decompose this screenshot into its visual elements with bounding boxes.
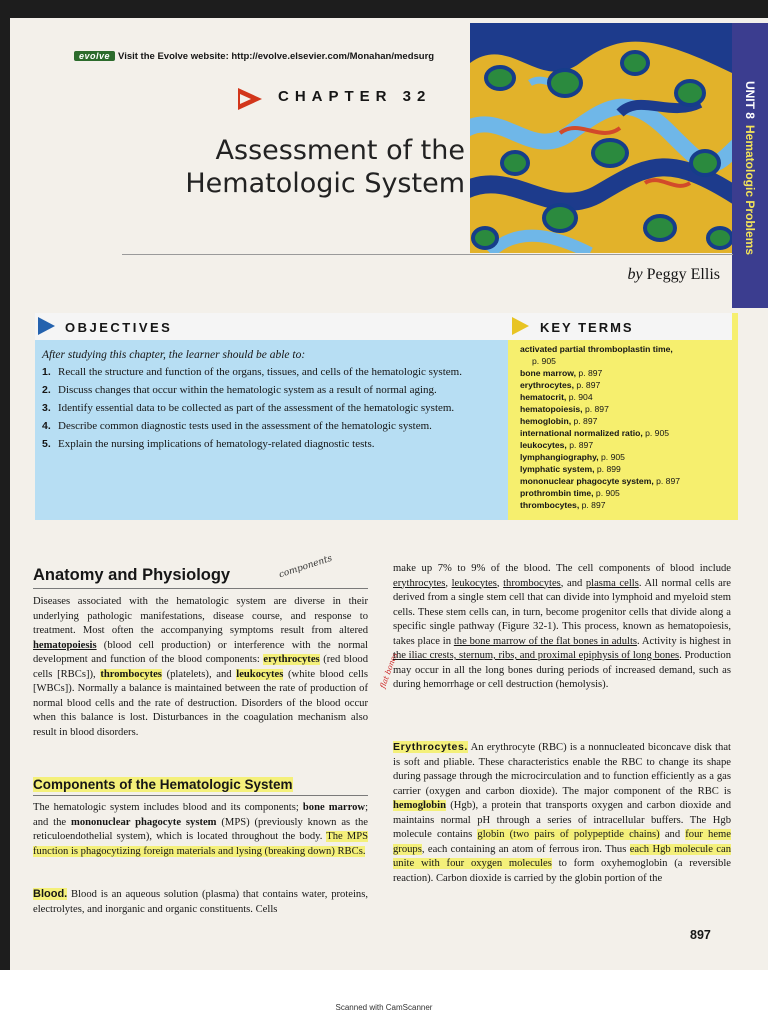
objectives-heading: OBJECTIVES [65, 320, 173, 335]
key-term-item [520, 427, 730, 439]
key-term-page: p. 905 [532, 356, 556, 366]
key-term-item [520, 343, 730, 355]
key-term: mononuclear phagocyte system, [520, 476, 654, 486]
key-term: leukocytes, [520, 440, 567, 450]
objective-text: Describe common diagnostic tests used in the assessment of the hematologic system. [58, 420, 432, 432]
key-terms-heading: KEY TERMS [540, 320, 634, 335]
chapter-artwork [470, 23, 732, 253]
key-term-page: p. 897 [576, 380, 601, 390]
chapter-title-line1: Assessment of the [215, 135, 465, 166]
objectives-list [42, 365, 504, 455]
key-term-item [520, 415, 730, 427]
objective-text: Recall the structure and function of the organs, tissues, and cells of the hematologic system. [58, 366, 462, 378]
text-run: An erythrocyte (RBC) is a nonnucleated biconcave disk that is soft and pliable. These characteristics enable the RBC to change its shape during passage through the microcirculation and to function efficiently as a gas carrier (oxygen and carbon dioxide). The major component of the RBC is [393, 742, 731, 797]
text-run: (white blood cells [WBCs]). Normally a balance is maintained between the rate of production of normal blood cells and the rate of destruction. Disorders of the blood occur when this balance is lost. Disturbances in the coagulation mechanism also result in blood disorders. [33, 668, 368, 738]
objective-text: Discuss changes that occur within the hematologic system as a result of normal aging. [58, 384, 437, 396]
objective-item [42, 383, 504, 398]
objective-number: 4. [42, 420, 51, 432]
blood-run-in-head: Blood. [33, 888, 68, 900]
chapter-title [120, 134, 465, 200]
term-erythrocytes: erythrocytes [263, 654, 320, 665]
text-run: , [496, 577, 504, 589]
key-term-page: p. 897 [578, 368, 603, 378]
key-term-item [520, 367, 730, 379]
key-term-page: p. 897 [581, 500, 606, 510]
term-thrombocytes: thrombocytes [100, 668, 162, 680]
key-terms-list [520, 343, 730, 511]
byline-author: Peggy Ellis [646, 266, 720, 283]
blood-paragraph [33, 887, 368, 917]
term-mps: mononuclear phagocyte system [71, 816, 217, 828]
erythrocytes-run-in-head: Erythrocytes. [393, 741, 468, 753]
text-run: (red blood cells [RBCs]), [33, 654, 368, 680]
text-run: , and [560, 577, 586, 589]
evolve-logo: evolve [74, 51, 115, 61]
objectives-arrow-icon [38, 317, 55, 335]
text-run: to form oxyhemoglobin (a reversible reaction). Carbon dioxide is carried by the globin portion of the [393, 858, 731, 884]
key-term: hematopoiesis, [520, 404, 583, 414]
key-term-item [520, 475, 730, 487]
key-term-page: p. 897 [569, 440, 594, 450]
key-term-item [520, 379, 730, 391]
key-terms-arrow-icon [512, 317, 529, 335]
key-term-page: p. 905 [595, 488, 620, 498]
unit-number: UNIT 8 [743, 80, 757, 119]
text-run: and [659, 829, 686, 840]
text-run: ; and the [33, 802, 369, 828]
text-run: (blood cell production) or interference with the normal development and function of the blood components: [33, 639, 368, 665]
key-term-item [520, 391, 730, 403]
key-term-item [520, 487, 730, 499]
unit-label [743, 81, 757, 255]
objective-item [42, 437, 504, 452]
underlined-erythrocytes: erythrocytes [393, 577, 446, 589]
components-heading-text: Components of the Hematologic System [33, 777, 293, 792]
author-byline [580, 266, 720, 284]
components-heading-rule [33, 795, 368, 796]
key-term-item [520, 463, 730, 475]
chapter-label: CHAPTER 32 [278, 88, 432, 105]
unit-name: Hematologic Problems [743, 124, 757, 256]
underlined-iliac-crests: the iliac crests, sternum, ribs, and proximal epiphysis of long bones [393, 650, 680, 661]
key-term: hematocrit, [520, 392, 567, 402]
term-leukocytes: leukocytes [236, 668, 284, 680]
key-term: thrombocytes, [520, 500, 580, 510]
text-run: Blood is an aqueous solution (plasma) that contains water, proteins, electrolytes, and inorganic and organic constituents. Cells [33, 889, 368, 915]
text-run: . Production may occur in all the long bones during periods of increased demand, such as during hemorrhage or cell destruction (hemolysis). [393, 650, 731, 690]
key-term-page: p. 904 [568, 392, 593, 402]
chapter-title-line2: Hematologic System [185, 168, 465, 199]
objective-text: Explain the nursing implications of hematology-related diagnostic tests. [58, 438, 375, 450]
scanner-footer-strip [0, 970, 768, 1024]
evolve-url-text: Visit the Evolve website: http://evolve.elsevier.com/Monahan/medsurg [118, 51, 435, 62]
text-run: Diseases associated with the hematologic system are diverse in their underlying pathologic manifestations, disease course, and response to treatment. Most often the accompanying symptoms result from altered [33, 596, 368, 636]
scanner-watermark: Scanned with CamScanner [335, 1003, 433, 1012]
page-number: 897 [690, 928, 711, 942]
anatomy-paragraph [33, 595, 368, 740]
evolve-website-line [74, 51, 434, 62]
key-term-item [520, 355, 730, 367]
text-run: . All normal cells are derived from a single stem cell that can divide into lymphoid and myeloid stem cells. These stem cells can, in turn, become progenitor cells that divide along a specific single pathway (Figure 32-1). This process, known as hematopoiesis, takes place in [393, 577, 732, 647]
erythrocytes-paragraph [393, 740, 731, 886]
key-term-page: p. 897 [656, 476, 681, 486]
text-run: (MPS) (previously known as the reticuloendothelial system), which is located throughout the body. [33, 816, 368, 842]
key-term: prothrombin time, [520, 488, 594, 498]
text-run: (platelets), and [161, 668, 237, 680]
key-term-item [520, 451, 730, 463]
underlined-flat-bones: the bone marrow of the flat bones in adults [453, 635, 638, 647]
highlight-heme-groups: four heme groups [393, 829, 731, 855]
key-term: lymphatic system, [520, 464, 595, 474]
objective-number: 3. [42, 402, 51, 414]
objective-number: 5. [42, 438, 51, 450]
key-term: international normalized ratio, [520, 428, 643, 438]
key-term-item [520, 403, 730, 415]
highlight-mps-function: The MPS function is phagocytizing foreign materials and lysing (breaking down) RBCs. [33, 831, 368, 857]
anatomy-heading-rule [33, 588, 368, 589]
underlined-leukocytes: leukocytes [451, 577, 497, 589]
handwritten-note-flat-bones: flat bones [378, 651, 400, 690]
cell-components-paragraph [393, 562, 731, 693]
underlined-plasma-cells: plasma cells [585, 577, 639, 589]
key-term-page: p. 897 [584, 404, 609, 414]
key-term-page: p. 905 [601, 452, 625, 462]
cell-pattern-illustration [470, 23, 732, 253]
objective-text: Identify essential data to be collected as part of the assessment of the hematologic system. [58, 402, 455, 414]
handwritten-note-components: components [277, 553, 334, 581]
key-term-page: p. 899 [596, 464, 621, 474]
highlight-globin: globin (two pairs of polypeptide chains) [477, 829, 660, 840]
text-run: , [445, 577, 452, 589]
chapter-arrow-notch [240, 94, 251, 104]
key-term: bone marrow, [520, 368, 577, 378]
term-hematopoiesis: hematopoiesis [33, 639, 97, 651]
header-divider [122, 254, 733, 255]
text-run: The hematologic system includes blood and its components; [33, 802, 303, 813]
objective-number: 1. [42, 366, 51, 378]
term-bone-marrow: bone marrow [302, 802, 366, 813]
objective-item [42, 365, 504, 380]
components-paragraph [33, 801, 368, 859]
components-heading [33, 777, 293, 792]
term-hemoglobin: hemoglobin [393, 800, 446, 811]
key-term-page: p. 905 [645, 428, 670, 438]
key-term: hemoglobin, [520, 416, 572, 426]
objective-item [42, 401, 504, 416]
text-run: . Activity is highest in [637, 635, 731, 647]
text-run: , each containing an atom of ferrous iron. Thus [421, 843, 630, 855]
key-term: lymphangiography, [520, 452, 599, 462]
key-term: activated partial thromboplastin time, [520, 344, 673, 354]
underlined-thrombocytes: thrombocytes [503, 577, 561, 589]
key-term-item [520, 439, 730, 451]
key-term-item [520, 499, 730, 511]
objective-item [42, 419, 504, 434]
anatomy-heading: Anatomy and Physiology [33, 566, 231, 584]
key-term-page: p. 897 [573, 416, 598, 426]
text-run: make up 7% to 9% of the blood. The cell components of blood include [393, 563, 731, 574]
objectives-intro: After studying this chapter, the learner should be able to: [42, 349, 306, 361]
text-run: (Hgb), a protein that transports oxygen and carbon dioxide and maintains normal pH through a series of intracellular buffers. The Hgb molecule contains [393, 800, 731, 840]
byline-prefix: by [627, 266, 643, 283]
key-term: erythrocytes, [520, 380, 574, 390]
objective-number: 2. [42, 384, 51, 396]
textbook-page [10, 18, 768, 970]
highlight-oxygen-molecules: each Hgb molecule can unite with four oxygen molecules [393, 843, 731, 869]
